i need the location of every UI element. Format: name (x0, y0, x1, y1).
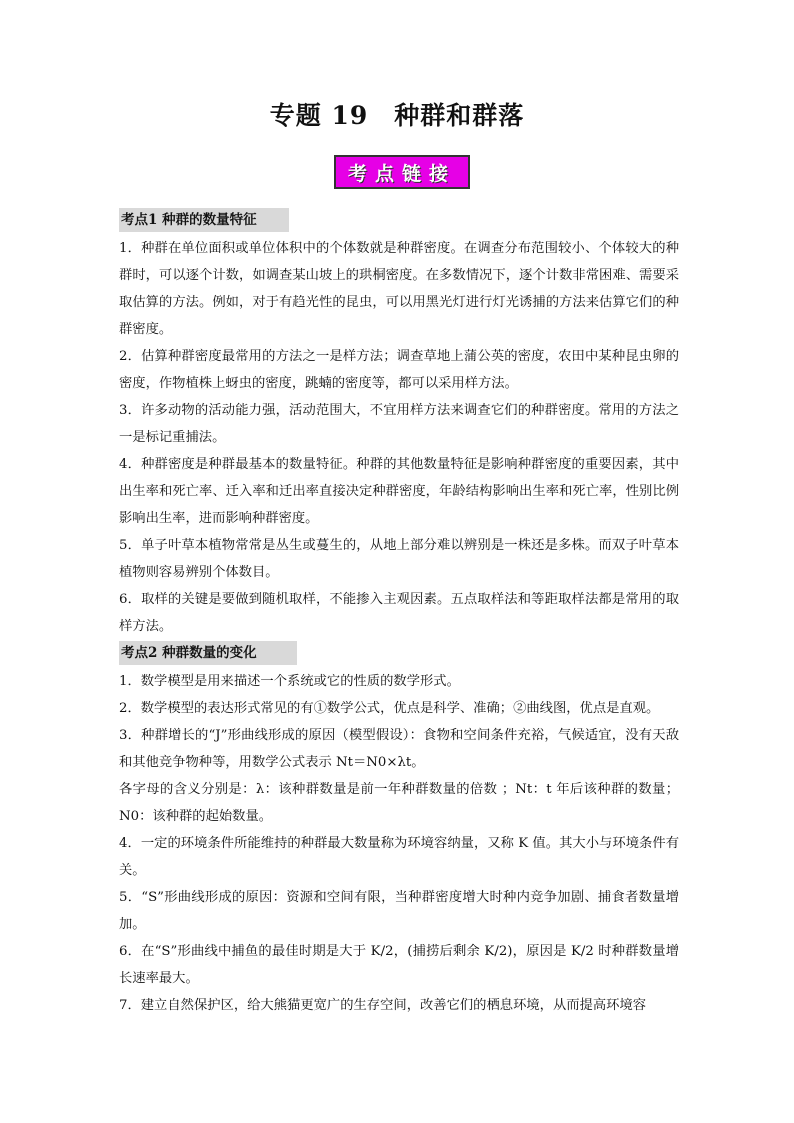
list-item: 各字母的含义分别是：λ：该种群数量是前一年种群数量的倍数 ；Nt：t 年后该种群的数量；N0：该种群的起始数量。 (119, 782, 679, 824)
list-item: 6．取样的关键是要做到随机取样，不能掺入主观因素。五点取样法和等距取样法都是常用的取样方法。 (119, 592, 679, 634)
list-item: 4．一定的环境条件所能维持的种群最大数量称为环境容纳量，又称 K 值。其大小与环境条件有关。 (119, 836, 679, 878)
list-item: 5．单子叶草本植物常常是丛生或蔓生的，从地上部分难以辨别是一株还是多株。而双子叶草本植物则容易辨别个体数目。 (119, 538, 679, 580)
list-item: 5．“S”形曲线形成的原因：资源和空间有限，当种群密度增大时种内竞争加剧、捕食者数量增加。 (119, 890, 679, 932)
banner-label: 考点链接 (347, 162, 456, 185)
section-1 (119, 207, 679, 640)
list-item: 7．建立自然保护区，给大熊猫更宽广的生存空间，改善它们的栖息环境，从而提高环境容 (119, 998, 647, 1013)
list-item: 1．数学模型是用来描述一个系统或它的性质的数学形式。 (119, 674, 460, 689)
list-item: 4．种群密度是种群最基本的数量特征。种群的其他数量特征是影响种群密度的重要因素，其中出生率和死亡率、迁入率和迁出率直接决定种群密度，年龄结构影响出生率和死亡率，性别比例影响出生率，进而影响种群密度。 (119, 457, 679, 526)
page-title: 专题 19 种群和群落 (269, 101, 525, 130)
section-2 (119, 640, 679, 1019)
list-item: 3．种群增长的“J”形曲线形成的原因（模型假设）：食物和空间条件充裕，气候适宜，没有天敌和其他竞争物种等，用数学公式表示 Nt＝N0×λt。 (119, 728, 679, 770)
section-banner (334, 155, 470, 189)
list-item: 2．估算种群密度最常用的方法之一是样方法；调查草地上蒲公英的密度，农田中某种昆虫卵的密度，作物植株上蚜虫的密度，跳蝻的密度等，都可以采用样方法。 (119, 349, 679, 391)
document-body (119, 207, 679, 1019)
list-item: 1．种群在单位面积或单位体积中的个体数就是种群密度。在调查分布范围较小、个体较大的种群时，可以逐个计数，如调查某山坡上的珙桐密度。在多数情况下，逐个计数非常困难、需要采取估算的方法。例如，对于有趋光性的昆虫，可以用黑光灯进行灯光诱捕的方法来估算它们的种群密度。 (119, 241, 679, 337)
list-item: 6．在“S”形曲线中捕鱼的最佳时期是大于 K/2，(捕捞后剩余 K/2)，原因是 K/2 时种群数量增长速率最大。 (119, 944, 679, 986)
section-heading: 考点2 种群数量的变化 (119, 641, 297, 665)
section-heading: 考点1 种群的数量特征 (119, 208, 289, 232)
list-item: 3．许多动物的活动能力强，活动范围大，不宜用样方法来调查它们的种群密度。常用的方法之一是标记重捕法。 (119, 403, 679, 445)
list-item: 2．数学模型的表达形式常见的有①数学公式，优点是科学、准确；②曲线图，优点是直观。 (119, 701, 660, 716)
